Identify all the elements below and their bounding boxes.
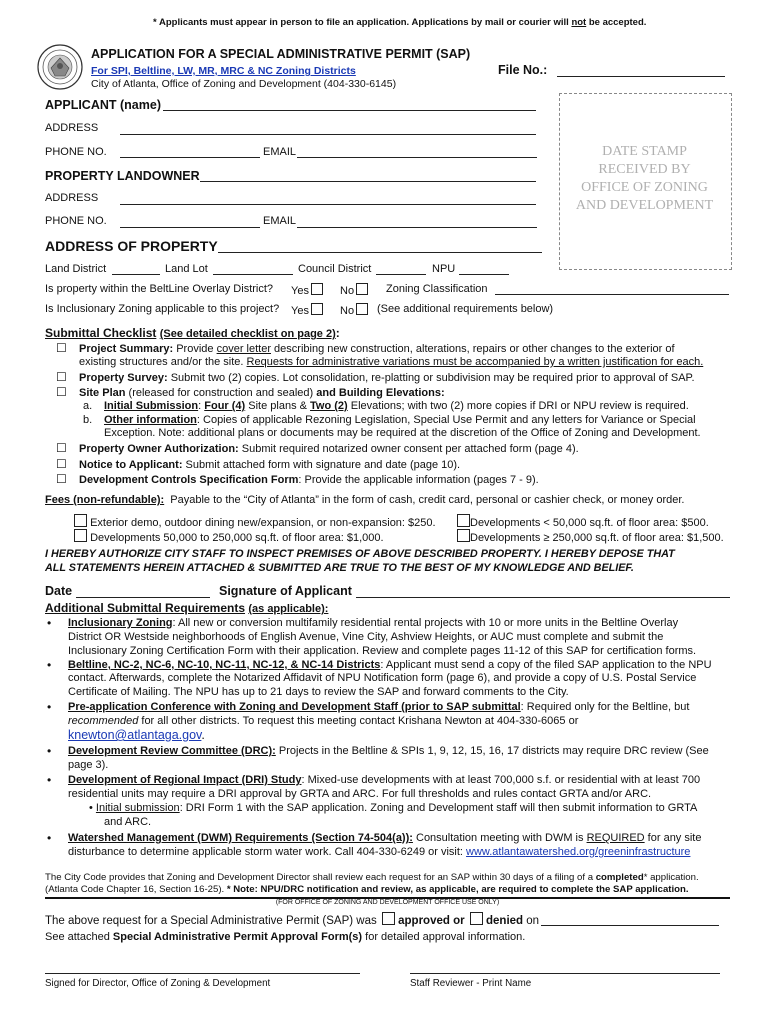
applicant-email-field[interactable] (297, 157, 537, 158)
dri-req-l2: residential units may require a DRI approval by GRTA and ARC. For full thresholds and rules contact GRTA and/or ARC. (68, 788, 652, 800)
req-title: Beltline, NC-2, NC-6, NC-10, NC-11, NC-12, & NC-14 Districts (68, 659, 381, 671)
req-text: Consultation meeting with DWM is (412, 832, 587, 844)
item-title: Site Plan (79, 387, 126, 399)
item-text: : Copies of applicable Rezoning Legislation, Special Use Permit and any letters for Variance or Special (196, 414, 696, 426)
no-label: No (340, 285, 355, 297)
denied-label: denied (486, 915, 524, 927)
landowner-name-field[interactable] (200, 181, 536, 182)
fee-option-text: Developments ≥ 250,000 sq.ft. of floor area: $1,500. (470, 532, 724, 544)
dri-sub-l2: and ARC. (104, 816, 152, 828)
office-contact: City of Atlanta, Office of Zoning and Development (404-330-6145) (91, 78, 397, 90)
site-plan-b (104, 414, 696, 426)
date-label: Date (45, 584, 73, 598)
bullet: • (47, 773, 52, 787)
staff-reviewer-label: Staff Reviewer - Print Name (410, 978, 532, 989)
beltline-req-l3: Certificate of Mailing. The NPU has up to 21 days to review the SAP and forward comments to the City. (68, 686, 569, 698)
req-text: : DRI Form 1 with the SAP application. Zoning and Development staff will then submit information to GRTA (179, 802, 698, 814)
beltline-req-l1 (68, 659, 712, 671)
property-address-field[interactable] (218, 252, 542, 253)
item-title: Two (2) (310, 400, 348, 412)
stamp-line: OFFICE OF ZONING (581, 180, 708, 195)
approved-label: approved or (398, 915, 465, 927)
applicant-phone-field[interactable] (120, 157, 260, 158)
item-title: Property Owner Authorization: (79, 443, 239, 455)
property-address-label: ADDRESS OF PROPERTY (45, 238, 218, 254)
applicant-address-field[interactable] (120, 134, 536, 135)
beltline-question: Is property within the BeltLine Overlay District? (45, 283, 274, 295)
date-stamp-text (559, 143, 730, 215)
applicant-email-label: EMAIL (263, 146, 297, 158)
applicant-name-field[interactable] (163, 110, 536, 111)
landowner-email-label: EMAIL (263, 215, 297, 227)
form-subtitle[interactable]: For SPI, Beltline, LW, MR, MRC & NC Zoning Districts (91, 65, 356, 77)
req-text: for any site (644, 832, 702, 844)
director-signature-label: Signed for Director, Office of Zoning & Development (45, 978, 271, 989)
applicant-phone-label: PHONE NO. (45, 146, 107, 158)
code-text-bold: * Note: NPU/DRC notification and review, as applicable, are required to complete the SAP application. (226, 884, 689, 895)
preapp-email-line: knewton@atlantaga.gov. (68, 728, 205, 742)
zoning-class-field[interactable] (495, 294, 729, 295)
req-text: : Required only for the Beltline, but (520, 701, 690, 713)
on-label: on (526, 915, 540, 927)
fee-option-1 (72, 514, 436, 529)
zoning-class-label: Zoning Classification (386, 283, 488, 295)
notice-text: * Applicants must appear in person to file an application. Applications by mail or courier will (153, 17, 572, 28)
item-text: Submit two (2) copies. Lot consolidation, re-platting or subdivision may be required prior to approval of SAP. (170, 372, 695, 384)
inclusionary-no-checkbox[interactable] (356, 303, 368, 315)
preapp-req-l2 (68, 715, 578, 727)
denied-checkbox[interactable] (470, 912, 483, 925)
req-text: : Applicant must send a copy of the filed SAP application to the NPU (380, 659, 712, 671)
item-title: Other information (104, 414, 197, 426)
fee-option-4-checkbox[interactable] (457, 529, 470, 542)
yes-label: Yes (291, 285, 309, 297)
director-signature-field[interactable] (45, 973, 360, 974)
inclusionary-req-l1 (68, 617, 678, 629)
landowner-phone-label: PHONE NO. (45, 215, 107, 227)
land-lot-field[interactable] (213, 274, 293, 275)
checkbox-glyph[interactable]: ☐ (56, 385, 67, 399)
req-text: : Mixed-use developments with at least 700,000 s.f. or residential with at least 700 (301, 774, 701, 786)
date-field[interactable] (76, 597, 210, 598)
fees-label: Fees (non-refundable): (45, 494, 165, 506)
inclusionary-yes-checkbox[interactable] (311, 303, 323, 315)
checklist-item-owner-auth (79, 443, 579, 455)
authorization-line-2: ALL STATEMENTS HEREIN ATTACHED & SUBMITTED ARE TRUE TO THE BEST OF MY KNOWLEDGE AND BELIEF. (45, 562, 634, 574)
fees-text: Payable to the “City of Atlanta” in the form of cash, credit card, personal or cashier check, or money order. (170, 494, 685, 506)
req-title: Development of Regional Impact (DRI) Study (68, 774, 302, 786)
checklist-item-notice (79, 459, 460, 471)
checklist-heading: Submittal Checklist (See detailed checklist on page 2): (45, 326, 340, 340)
city-code-l2 (45, 884, 689, 895)
site-plan-a-label: a. (83, 400, 93, 412)
authorization-line-1: I HEREBY AUTHORIZE CITY STAFF TO INSPECT PREMISES OF ABOVE DESCRIBED PROPERTY. I HEREBY DEPOSE THAT (45, 548, 675, 560)
npu-label: NPU (432, 263, 456, 275)
req-text: : All new or conversion multifamily residential rental projects with 10 or more units in the Beltline Overlay (172, 617, 679, 629)
checklist-item-survey (79, 372, 695, 384)
drc-req-l1 (68, 745, 709, 757)
item-title: Development Controls Specification Form (79, 474, 299, 486)
item-title: and Building Elevations: (316, 387, 445, 399)
fee-option-3 (72, 529, 384, 544)
item-link: cover letter (216, 343, 271, 355)
req-text: for all other districts. To request this meeting contact Krishana Newton at 404-330-6065 or (138, 715, 579, 727)
item-text: Site plans & (245, 400, 311, 412)
land-district-field[interactable] (112, 274, 160, 275)
fee-option-text: Developments < 50,000 sq.ft. of floor area: $500. (470, 517, 709, 529)
beltline-yes-checkbox[interactable] (311, 283, 323, 295)
dwm-url-link[interactable]: www.atlantawatershed.org/greeninfrastructure (466, 846, 691, 858)
preapp-req-l1 (68, 701, 689, 713)
inclusionary-yes (291, 303, 323, 317)
dwm-req-l1 (68, 832, 701, 844)
checklist-item-site-plan (79, 387, 445, 399)
inclusionary-req-l2: District OR Westside neighborhoods of English Avenue, Vine City, Ashview Heights, or AUC must complete and submit the (68, 631, 664, 643)
req-text: disturbance to determine applicable storm water work. Call 404-330-6249 or visit: (68, 846, 467, 858)
inclusionary-req-l3: Inclusionary Zoning Certification Form with their application. Review and complete pages 11-12 of this SAP for certification forms. (68, 645, 697, 657)
signature-label: Signature of Applicant (219, 584, 352, 598)
checkbox-glyph[interactable]: ☐ (56, 370, 67, 384)
approved-checkbox[interactable] (382, 912, 395, 925)
bullet: • (47, 744, 52, 758)
see-attached-text: for detailed approval information. (362, 931, 526, 943)
npu-field[interactable] (459, 274, 509, 275)
beltline-req-l2: contact. Afterwards, complete the Notarized Affidavit of NPU Notification form (page 6), and provide a copy of U.S. Postal Service (68, 672, 697, 684)
file-no-label: File No.: (498, 63, 548, 77)
checkbox-glyph[interactable]: ☐ (56, 441, 67, 455)
stamp-line: RECEIVED BY (598, 162, 691, 177)
no-label: No (340, 305, 355, 317)
dwm-req-l2 (68, 846, 690, 858)
bullet: • (47, 831, 52, 845)
request-text: The above request for a Special Administrative Permit (SAP) was (45, 915, 377, 927)
bullet: • (47, 616, 52, 630)
checklist-item-dev-controls (79, 474, 539, 486)
see-attached-text: See attached (45, 931, 113, 943)
item-text: Submit attached form with signature and date (page 10). (185, 459, 461, 471)
code-text: * application. (643, 872, 699, 883)
item-text: Submit required notarized owner consent per attached form (page 4). (241, 443, 579, 455)
item-title: Property Survey: (79, 372, 168, 384)
staff-reviewer-field[interactable] (410, 973, 720, 974)
item-text: Provide (176, 343, 217, 355)
req-subtitle: Initial submission (95, 802, 180, 814)
fee-option-2 (455, 514, 709, 529)
office-use-request-line (45, 912, 539, 927)
see-attached-bold: Special Administrative Permit Approval Form(s) (112, 931, 363, 943)
beltline-yes (291, 283, 323, 297)
item-title: Project Summary: (79, 343, 174, 355)
notice-text-end: be accepted. (586, 17, 647, 28)
fee-option-text: Exterior demo, outdoor dining new/expansion, or non-expansion: $250. (90, 517, 436, 529)
preapp-email-link[interactable]: knewton@atlantaga.gov (68, 728, 202, 742)
req-title: Pre-application Conference with Zoning and Development Staff (prior to SAP submittal (68, 701, 521, 713)
city-seal-icon (37, 44, 83, 90)
item-text: (released for construction and sealed) (128, 387, 314, 399)
see-attached-line (45, 931, 525, 943)
checklist-item-project-summary-line2 (79, 356, 703, 368)
code-text: (Atlanta Code Chapter 16, Section 16-25). (45, 884, 227, 895)
fee-option-2-checkbox[interactable] (457, 514, 470, 527)
item-title: Initial Submission (104, 400, 199, 412)
applicant-name-label: APPLICANT (name) (45, 98, 161, 112)
beltline-no (340, 283, 368, 297)
fee-option-1-checkbox[interactable] (74, 514, 87, 527)
item-text: Elevations; with two (2) more copies if DRI or NPU review is required. (347, 400, 689, 412)
checkbox-glyph[interactable]: ☐ (56, 457, 67, 471)
landowner-label: PROPERTY LANDOWNER (45, 169, 200, 183)
req-text-italic: recommended (68, 715, 139, 727)
req-title: Watershed Management (DWM) Requirements (Section 74-504(a)): (68, 832, 413, 844)
signature-field[interactable] (356, 597, 730, 598)
item-text: existing structures and/or the site. (79, 356, 247, 368)
dri-req-l1 (68, 774, 700, 786)
inclusionary-no (340, 303, 368, 317)
council-district-label: Council District (298, 263, 372, 275)
item-text: describing new construction, alterations, repairs or other changes to the exterior of (271, 343, 675, 355)
dri-sub-l1: • Initial submission: DRI Form 1 with the SAP application. Zoning and Development staff will then submit information to GRTA (89, 802, 698, 814)
landowner-phone-field[interactable] (120, 227, 260, 228)
additional-heading (45, 601, 328, 615)
code-text-bold: completed (595, 872, 644, 883)
item-text: : Provide the applicable information (pages 7 - 9). (298, 474, 539, 486)
item-text: : (198, 400, 205, 412)
stamp-line: AND DEVELOPMENT (575, 198, 714, 213)
city-code-l1 (45, 872, 699, 883)
notice-not: not (571, 17, 587, 28)
checkbox-glyph[interactable]: ☐ (56, 472, 67, 486)
req-title: Inclusionary Zoning (68, 617, 173, 629)
yes-label: Yes (291, 305, 309, 317)
form-title: APPLICATION FOR A SPECIAL ADMINISTRATIVE PERMIT (SAP) (91, 47, 471, 61)
bullet: • (47, 700, 52, 714)
additional-heading-text: Additional Submittal Requirements (45, 601, 246, 615)
additional-heading-note: (as applicable): (248, 603, 329, 615)
see-additional-note: (See additional requirements below) (377, 303, 554, 315)
stamp-line: DATE STAMP (602, 144, 687, 159)
beltline-no-checkbox[interactable] (356, 283, 368, 295)
req-title: Development Review Committee (DRC): (68, 745, 276, 757)
in-person-notice (153, 17, 646, 28)
site-plan-b-label: b. (83, 414, 93, 426)
item-title: Four (4) (204, 400, 246, 412)
req-text: Projects in the Beltline & SPIs 1, 9, 12, 15, 16, 17 districts may require DRC review (See (275, 745, 709, 757)
council-district-field[interactable] (376, 274, 426, 275)
fee-option-4 (455, 529, 724, 544)
fee-option-3-checkbox[interactable] (74, 529, 87, 542)
land-district-label: Land District (45, 263, 107, 275)
fees-line (45, 494, 685, 506)
inclusionary-question: Is Inclusionary Zoning applicable to this project? (45, 303, 280, 315)
landowner-address-field[interactable] (120, 204, 536, 205)
code-text: The City Code provides that Zoning and Development Director shall review each request for an SAP within 30 days of a filing of a (45, 872, 596, 883)
landowner-address-label: ADDRESS (45, 192, 99, 204)
fee-option-text: Developments 50,000 to 250,000 sq.ft. of floor area: $1,000. (90, 532, 384, 544)
item-text-underlined: Requests for administrative variations must be accompanied by a written justification for each. (246, 356, 704, 368)
decision-date-field[interactable] (541, 925, 719, 926)
item-title: Notice to Applicant: (79, 459, 183, 471)
bullet: • (47, 658, 52, 672)
site-plan-b-line2: Exception. Note: additional plans or documents may be required at the discretion of the Office of Zoning and Development. (104, 427, 701, 439)
site-plan-a (104, 400, 689, 412)
req-text-underlined: REQUIRED (586, 832, 645, 844)
checklist-item-project-summary (79, 343, 675, 355)
drc-req-l2: page 3). (68, 759, 109, 771)
checklist-heading-note: (See detailed checklist on page 2) (159, 328, 336, 340)
landowner-email-field[interactable] (297, 227, 537, 228)
file-no-field[interactable] (557, 76, 725, 77)
checklist-heading-text: Submittal Checklist (45, 326, 157, 340)
office-use-label: (FOR OFFICE OF ZONING AND DEVELOPMENT OFFICE USE ONLY) (275, 899, 500, 906)
land-lot-label: Land Lot (165, 263, 208, 275)
applicant-address-label: ADDRESS (45, 122, 99, 134)
checkbox-glyph[interactable]: ☐ (56, 341, 67, 355)
